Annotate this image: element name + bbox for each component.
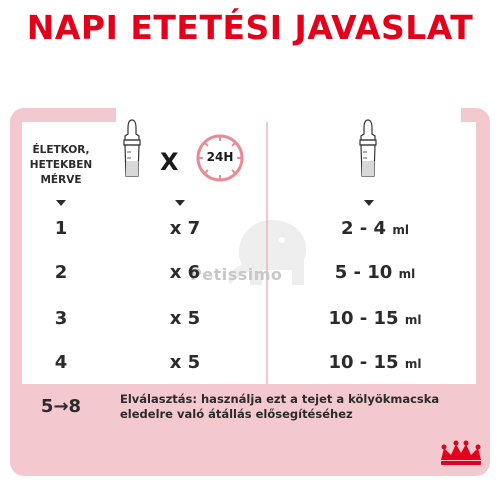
volume-amount: 10 - 15 [328,352,399,373]
age-cell: 1 [54,218,68,239]
volume-cell [285,308,465,329]
age-cell: 4 [54,352,68,373]
volume-amount: 2 - 4 [341,218,387,239]
baby-bottle-icon [117,118,147,183]
down-arrow-icon [175,200,185,206]
volume-cell [285,352,465,373]
volume-amount: 5 - 10 [334,262,393,283]
page-title: NAPI ETETÉSI JAVASLAT [26,8,474,47]
watermark-text: Petissimo [190,265,283,284]
times-symbol: X [160,148,179,176]
volume-amount: 10 - 15 [328,308,399,329]
clock-label: 24H [206,150,234,164]
volume-unit: ml [398,267,416,281]
frequency-cell: x 5 [169,308,201,329]
age-header-line: HETEKBEN [29,159,93,171]
age-column-header [26,143,96,188]
table-frame-top-gap [116,108,461,122]
volume-cell [285,262,465,283]
frequency-cell: x 7 [169,218,201,239]
weaning-note: Elválasztás: használja ezt a tejet a kölyökmacska eledelre való átállás elősegítéséhez [120,392,440,421]
volume-cell [285,218,465,239]
down-arrow-icon [364,200,374,206]
frequency-cell: x 5 [169,352,201,373]
volume-unit: ml [392,223,409,237]
baby-bottle-icon [353,118,383,183]
age-cell: 2 [54,262,68,283]
royal-canin-crown-logo [438,440,484,466]
volume-unit: ml [404,313,422,327]
volume-unit: ml [404,357,422,371]
age-header-line: ÉLETKOR, [32,144,90,156]
age-header-line: MÉRVE [40,174,82,186]
weaning-age-cell: 5→8 [40,396,82,417]
age-cell: 3 [54,308,68,329]
down-arrow-icon [56,200,66,206]
frequency-cell: x 6 [169,262,201,283]
